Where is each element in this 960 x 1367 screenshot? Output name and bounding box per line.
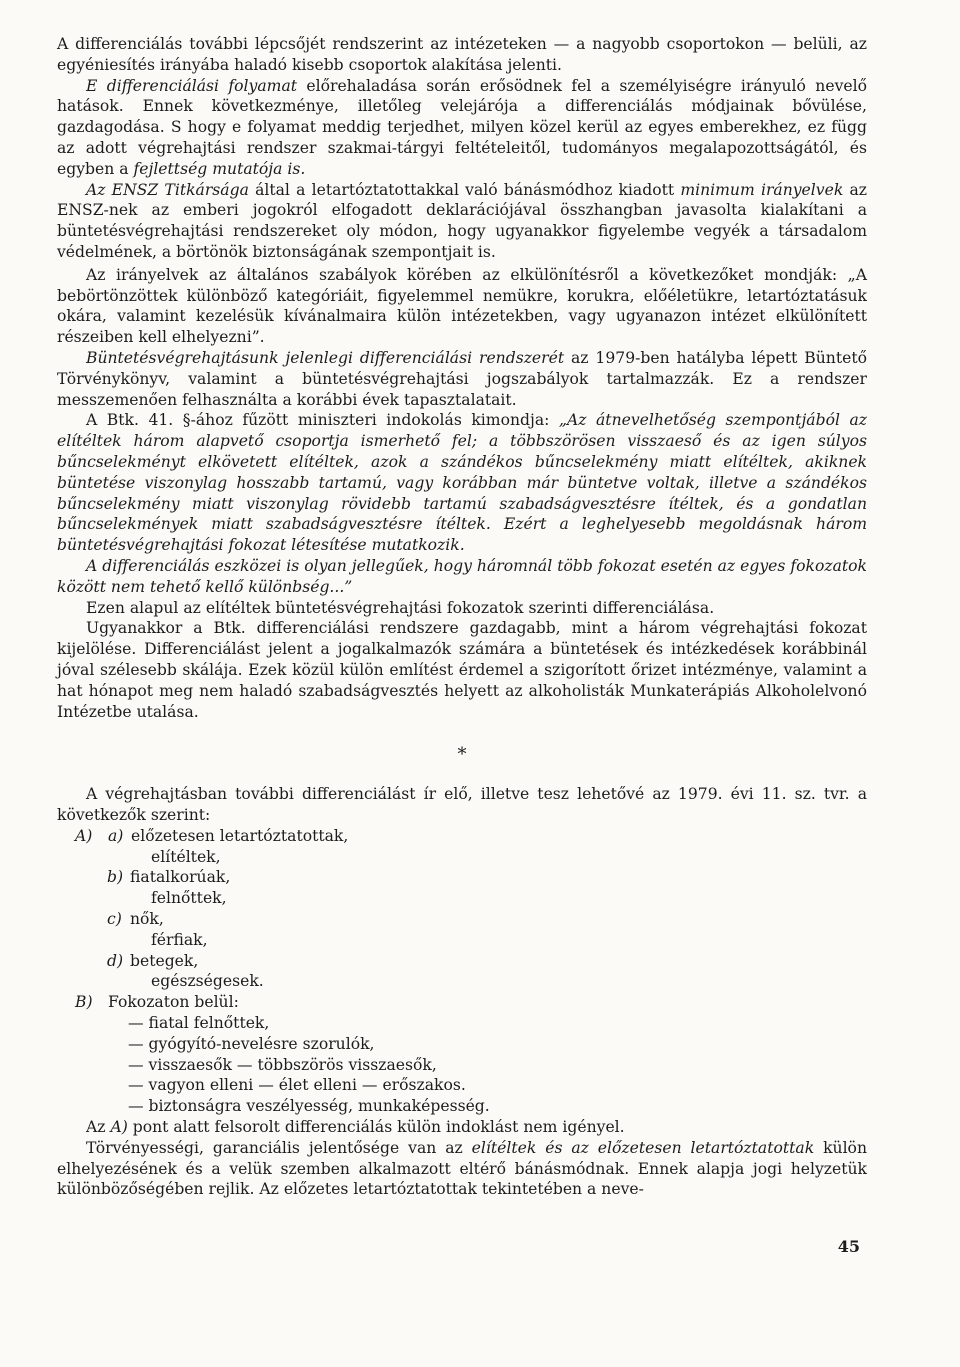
list-marker: d) [107, 951, 124, 970]
list-item: férfiak, [151, 930, 208, 949]
list-marker: a) [108, 826, 124, 845]
list-item: egészségesek. [151, 972, 264, 991]
list-item: d) betegek, [107, 951, 199, 970]
list-item: — visszaesők — többszörös visszaesők, [128, 1055, 437, 1074]
list-marker: A) [75, 826, 93, 845]
list-item: — vagyon elleni — élet elleni — erőszakos. [128, 1076, 466, 1095]
list-item: A) a) előzetesen letartóztatottak, [75, 826, 349, 845]
list-item: — biztonságra veszélyesség, munkaképesség. [128, 1097, 490, 1116]
paragraph-4: Az irányelvek az általános szabályok körében az elkülönítésről a következőket mondják: „A bebörtönzöttek különböző kategóriáit, figyelemmel nemükre, korukra, előéletükre, letartóztatásuk okára, valamint kezelésük kívánalmaira külön intézetekben, vagy ugyanazon intézet elkülönített részeiben kell elhelyezni”. [57, 265, 867, 347]
list-item: b) fiatalkorúak, [107, 868, 231, 887]
paragraph-2: E differenciálási folyamat előrehaladása során erősödnek fel a személyiségre irányuló nevelő hatások. Ennek következménye, illetőleg velejárója a differenciálás módjainak bővülése, gazdagodása. S hogy e folyamat meddig terjedhet, milyen közel kerül az egyes emberekhez, ez függ az adott végrehajtási rendszer szakmai-tárgyi feltételeitől, tudományos megalapozottságától, és egyben a fejlettség mutatója is. [57, 76, 867, 178]
list-item: c) nők, [107, 910, 164, 929]
list-item: B) Fokozaton belül: [75, 993, 239, 1012]
list-item: felnőttek, [151, 889, 227, 908]
list-marker: b) [107, 868, 124, 887]
section-separator: * [457, 744, 467, 766]
paragraph-12: Törvényességi, garanciális jelentősége van az elítéltek és az előzetesen letartóztatottak külön elhelyezésének és a velük szemben alkalmazott eltérő bánásmódnak. Ennek alapja jogi helyzetük különbözőségében rejlik. Az előzetes letartóztatottak tekintetében a neve- [57, 1138, 867, 1199]
list-marker: c) [107, 910, 122, 929]
paragraph-6: A Btk. 41. §-ához fűzött miniszteri indokolás kimondja: „Az átnevelhetőség szempontjából az elítéltek három alapvető csoportja ismerhető fel; a többszörösen visszaeső és az igen súlyos bűncselekményt elkövetett elítéltek, azok a szándékos bűncselekmény miatt elítéltek, akiknek büntetése viszonylag hosszabb tartamú, vagy korábban már büntetve voltak, illetve a szándékos bűncselekmény miatt viszonylag rövidebb tartamú szabadságvesztésre ítéltek, és a gondatlan bűncselekmények miatt szabadságvesztésre ítéltek. Ezért a leghelyesebb megoldásnak három büntetésvégrehajtási fokozat létesítése mutatkozik. [57, 411, 867, 555]
paragraph-7: A differenciálás eszközei is olyan jellegűek, hogy háromnál több fokozat esetén az egyes fokozatok között nem tehető kellő különbség...” [57, 556, 867, 596]
paragraph-8: Ezen alapul az elítéltek büntetésvégrehajtási fokozatok szerinti differenciálása. [86, 598, 715, 617]
paragraph-5: Büntetésvégrehajtásunk jelenlegi differenciálási rendszerét az 1979-ben hatályba lépett Büntető Törvénykönyv, valamint a büntetésvégrehajtási jogszabályok tartalmazzák. Ez a rendszer messzemenően felhasználta a korábbi évek tapasztalatait. [57, 348, 867, 409]
list-item: — fiatal felnőttek, [128, 1014, 270, 1033]
paragraph-3: Az ENSZ Titkársága által a letartóztatottakkal való bánásmódhoz kiadott minimum irányelvek az ENSZ-nek az emberi jogokról elfogadott deklarációjával összhangban javasolta kialakítani a büntetésvégrehajtási rendszereket oly módon, hogy ugyanakkor figyelembe vegyék a társadalom védelmének, a börtönök biztonságának szempontjait is. [57, 180, 867, 261]
paragraph-11: Az A) pont alatt felsorolt differenciálás külön indoklást nem igényel. [86, 1118, 625, 1137]
differentiation-list [57, 826, 867, 1117]
paragraph-1: A differenciálás további lépcsőjét rendszerint az intézeteken — a nagyobb csoportokon — belüli, az egyéniesítés irányába haladó kisebb csoportok alakítása jelenti. [57, 35, 867, 74]
paragraph-10: A végrehajtásban további differenciálást ír elő, illetve tesz lehetővé az 1979. évi 11. sz. tvr. a következők szerint: [57, 785, 867, 825]
list-item: — gyógyító-nevelésre szorulók, [128, 1034, 375, 1053]
list-marker: B) [75, 993, 93, 1012]
list-item: elítéltek, [151, 847, 221, 866]
paragraph-9: Ugyanakkor a Btk. differenciálási rendszere gazdagabb, mint a három végrehajtási fokozat kijelölése. Differenciálást jelent a jogalkalmazók számára a büntetések és intézkedések korábbinál jóval szélesebb skálája. Ezek közül külön említést érdemel a szigorított őrizet intézménye, valamint a hat hónapot meg nem haladó szabadságvesztés helyett az alkoholisták Munkaterápiás Alkoholelvonó Intézetbe utalása. [57, 619, 867, 721]
page-number: 45 [837, 1237, 860, 1256]
body-text [57, 34, 867, 1200]
